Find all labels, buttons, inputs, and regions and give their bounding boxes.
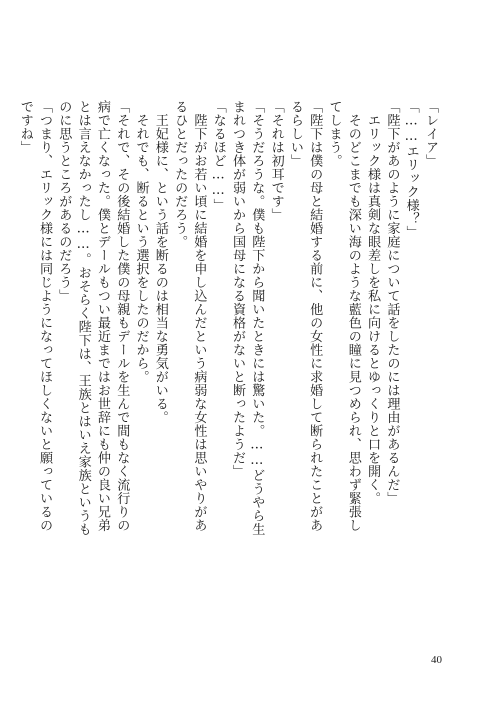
paragraph: 「陛下があのように家庭について話をしたのには理由があるんだ」 <box>384 100 400 505</box>
paragraph: 「そうだろうな。僕も陛下から聞いたときには驚いた。……どうやら生まれつき体が弱いから国母になる資格がないと断ったようだ」 <box>230 100 265 536</box>
paragraph: 「……エリック様？」 <box>403 100 419 239</box>
paragraph: 「レイア」 <box>423 100 438 168</box>
paragraph: 陛下がお若い頃に結婚を申し込んだという病弱な女性は思いやりがあるひとだったのだろう。 <box>172 100 207 532</box>
paragraph: そのどこまでも深い海のような藍色の瞳に見つめられ、思わず緊張してしまう。 <box>326 100 361 532</box>
page-number: 40 <box>431 654 442 666</box>
paragraph: 「それは初耳です」 <box>268 100 284 222</box>
paragraph: 王妃様に、という話を断るのは相当な勇気がいる。 <box>152 100 168 424</box>
paragraph: それでも、断るという選択をしたのだから。 <box>133 100 149 384</box>
paragraph: 「つまり、エリック様には同じようになってほしくないと願っているのですね」 <box>17 100 53 532</box>
paragraph: エリック様は真剣な眼差しを私に向けるとゆっくりと口を開く。 <box>365 100 381 505</box>
paragraph: 「それで、その後結婚した僕の母親もデールを生んで間もなく流行りの病で亡くなった。僕とデールもつい最近まではお世辞にも仲の良い兄弟とは言えなかったし……。おそらく陛下は、王族とはいえ家族というものに思うところがあるのだろう」 <box>56 100 130 536</box>
paragraph: 「陛下は僕の母と結婚する前に、他の女性に求婚して断られたことがあるらしい」 <box>287 100 323 532</box>
vertical-text-body <box>15 100 440 540</box>
paragraph: 「なるほど……」 <box>210 100 226 212</box>
